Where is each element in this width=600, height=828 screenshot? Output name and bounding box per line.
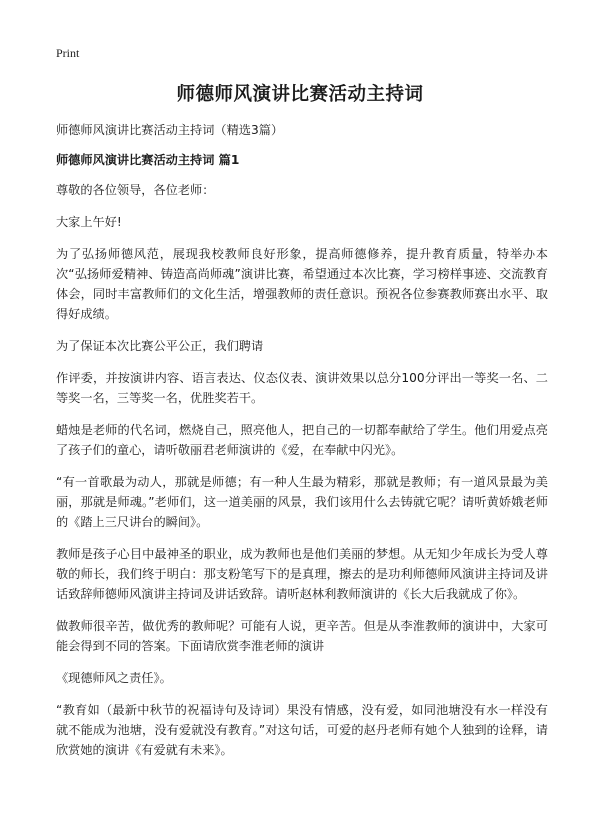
document-body xyxy=(56,120,548,772)
paragraph-purpose: 为了弘扬师德风范，展现我校教师良好形象，提高师德修养，提升教育质量，特举办本次“弘扬师爱精神、铸造高尚师魂”演讲比赛，希望通过本次比赛，学习榜样事迹、交流教育体会，同时丰富教师们的文化生活，增强教师的责任意识。预祝各位参赛教师赛出水平、取得好成绩。 xyxy=(56,247,548,321)
paragraph-speech-title: 《现德师风之责任》。 xyxy=(56,671,172,685)
paragraph-candle: 蜡烛是老师的代名词，燃烧自己，照亮他人，把自己的一切都奉献给了学生。他们用爱点亮了孩子们的童心，请听敬丽君老师演讲的《爱，在奉献中闪光》。 xyxy=(56,423,548,457)
section-heading: 师德师风演讲比赛活动主持词 篇1 xyxy=(56,153,240,167)
paragraph-hard-work: 做教师很辛苦，做优秀的教师呢？可能有人说，更辛苦。但是从李淮教师的演讲中，大家可能会得到不同的答案。下面请欣赏李淮老师的演讲 xyxy=(56,619,548,653)
paragraph-greeting: 尊敬的各位领导，各位老师： xyxy=(56,183,215,197)
page-title: 师德师风演讲比赛活动主持词 xyxy=(176,84,424,105)
paragraph-sacred-profession: 教师是孩子心目中最神圣的职业，成为教师也是他们美丽的梦想。从无知少年成长为受人尊敬的师长，我们终于明白：那支粉笔写下的是真理，擦去的是功利师德师风演讲主持词及讲话致辞师德师风演讲主持词及讲话致辞。请听赵林利教师演讲的《长大后我就成了你》。 xyxy=(56,547,548,601)
paragraph-education-love: “教育如（最新中秋节的祝福诗句及诗词）果没有情感，没有爱，如同池塘没有水一样没有就不能成为池塘，没有爱就没有教育。”对这句话，可爱的赵丹老师有她个人独到的诠释，请欣赏她的演讲《有爱就有未来》。 xyxy=(56,703,548,757)
paragraph-judging: 作评委，并按演讲内容、语言表达、仪态仪表、演讲效果以总分100分评出一等奖一名、二等奖一名，三等奖一名，优胜奖若干。 xyxy=(56,371,548,405)
paragraph-good-morning: 大家上午好! xyxy=(56,215,122,229)
paragraph-song: “有一首歌最为动人，那就是师德；有一种人生最为精彩，那就是教师；有一道风景最为美丽，那就是师魂。”老师们，这一道美丽的风景，我们该用什么去铸就它呢？请听黄娇娥老师的《踏上三尺讲台的瞬间》。 xyxy=(56,475,548,529)
paragraph-fairness: 为了保证本次比赛公平公正，我们聘请 xyxy=(56,339,264,353)
document-subtitle: 师德师风演讲比赛活动主持词（精选3篇） xyxy=(56,123,284,137)
print-label: Print xyxy=(56,46,80,60)
